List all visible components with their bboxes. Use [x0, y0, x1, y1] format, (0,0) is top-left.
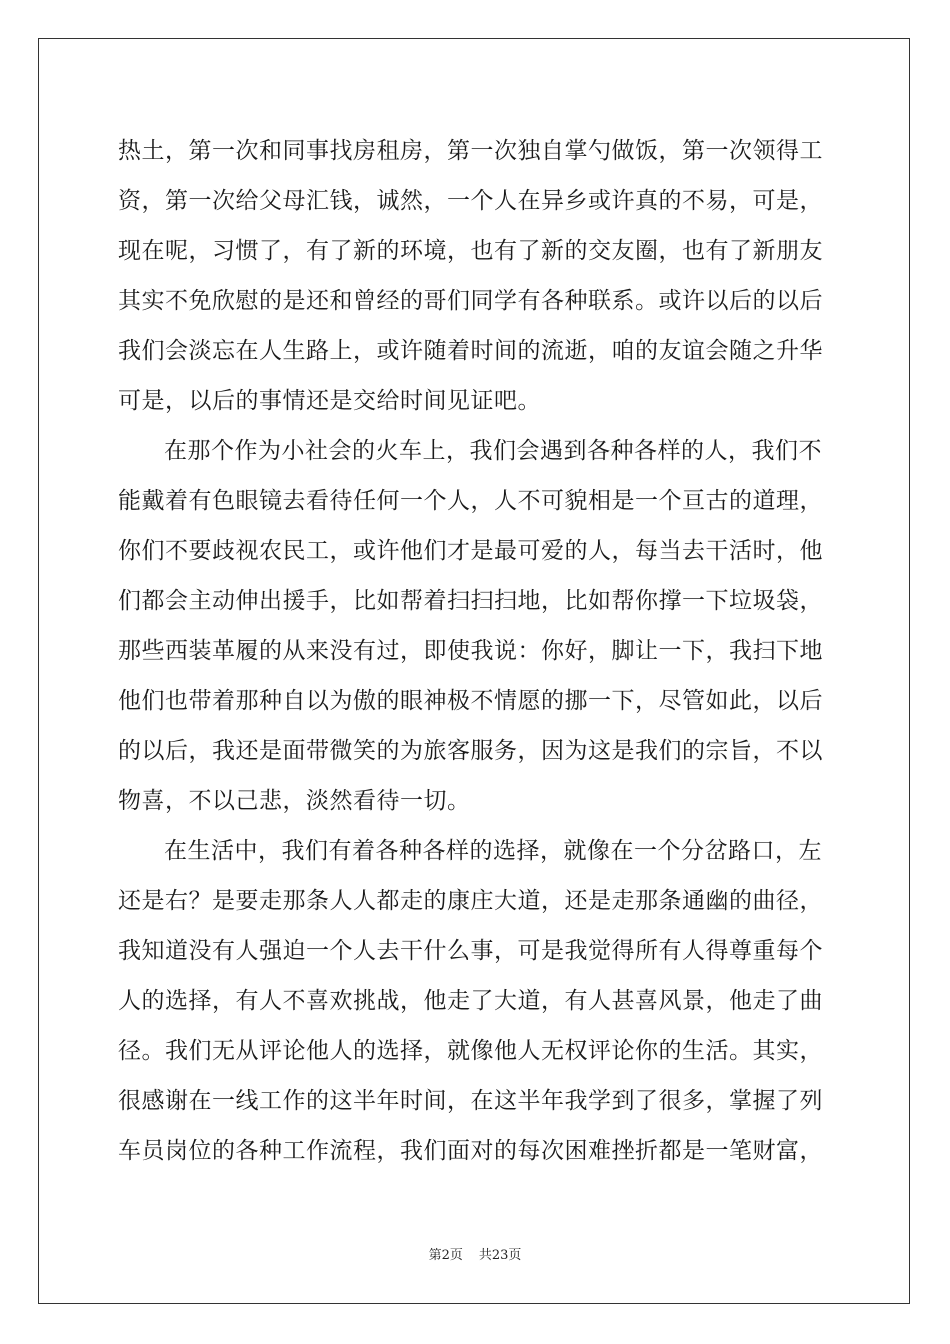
- paragraph-first-line: 在那个作为小社会的火车上，我们会遇到各种各样的人，我们不: [164, 438, 822, 464]
- text-line: 现在呢，习惯了，有了新的环境，也有了新的交友圈，也有了新朋友: [118, 238, 823, 264]
- text-line: 车员岗位的各种工作流程，我们面对的每次困难挫折都是一笔财富，: [118, 1138, 823, 1164]
- text-line: 们都会主动伸出援手，比如帮着扫扫扫地，比如帮你撑一下垃圾袋，: [118, 588, 823, 614]
- text-line: 我知道没有人强迫一个人去干什么事，可是我觉得所有人得尊重每个: [118, 938, 823, 964]
- text-line: 的以后，我还是面带微笑的为旅客服务，因为这是我们的宗旨，不以: [118, 738, 823, 764]
- page-total: 共23页: [478, 1248, 522, 1263]
- text-line: 径。我们无从评论他人的选择，就像他人无权评论你的生活。其实，: [118, 1038, 823, 1064]
- text-line: 我们会淡忘在人生路上，或许随着时间的流逝，咱的友谊会随之升华: [118, 338, 823, 364]
- text-line: 能戴着有色眼镜去看待任何一个人，人不可貌相是一个亘古的道理，: [118, 488, 823, 514]
- page-number: 第2页: [428, 1248, 463, 1263]
- text-line: 很感谢在一线工作的这半年时间，在这半年我学到了很多，掌握了列: [118, 1088, 823, 1114]
- text-line: 那些西装革履的从来没有过，即使我说：你好，脚让一下，我扫下地: [118, 638, 823, 664]
- text-line: 还是右？是要走那条人人都走的康庄大道，还是走那条通幽的曲径，: [118, 888, 823, 914]
- page-footer: [0, 1247, 950, 1265]
- text-line: 人的选择，有人不喜欢挑战，他走了大道，有人甚喜风景，他走了曲: [118, 988, 823, 1014]
- text-line: 热土，第一次和同事找房租房，第一次独自掌勺做饭，第一次领得工: [118, 138, 823, 164]
- text-line: 物喜，不以己悲，淡然看待一切。: [118, 788, 471, 814]
- text-line: 资，第一次给父母汇钱，诚然，一个人在异乡或许真的不易，可是，: [118, 188, 823, 214]
- text-line: 其实不免欣慰的是还和曾经的哥们同学有各种联系。或许以后的以后: [118, 288, 823, 314]
- text-line: 可是，以后的事情还是交给时间见证吧。: [118, 388, 541, 414]
- text-line: 他们也带着那种自以为傲的眼神极不情愿的挪一下，尽管如此，以后: [118, 688, 823, 714]
- text-line: 你们不要歧视农民工，或许他们才是最可爱的人，每当去干活时，他: [118, 538, 823, 564]
- paragraph-first-line: 在生活中，我们有着各种各样的选择，就像在一个分岔路口，左: [164, 838, 822, 864]
